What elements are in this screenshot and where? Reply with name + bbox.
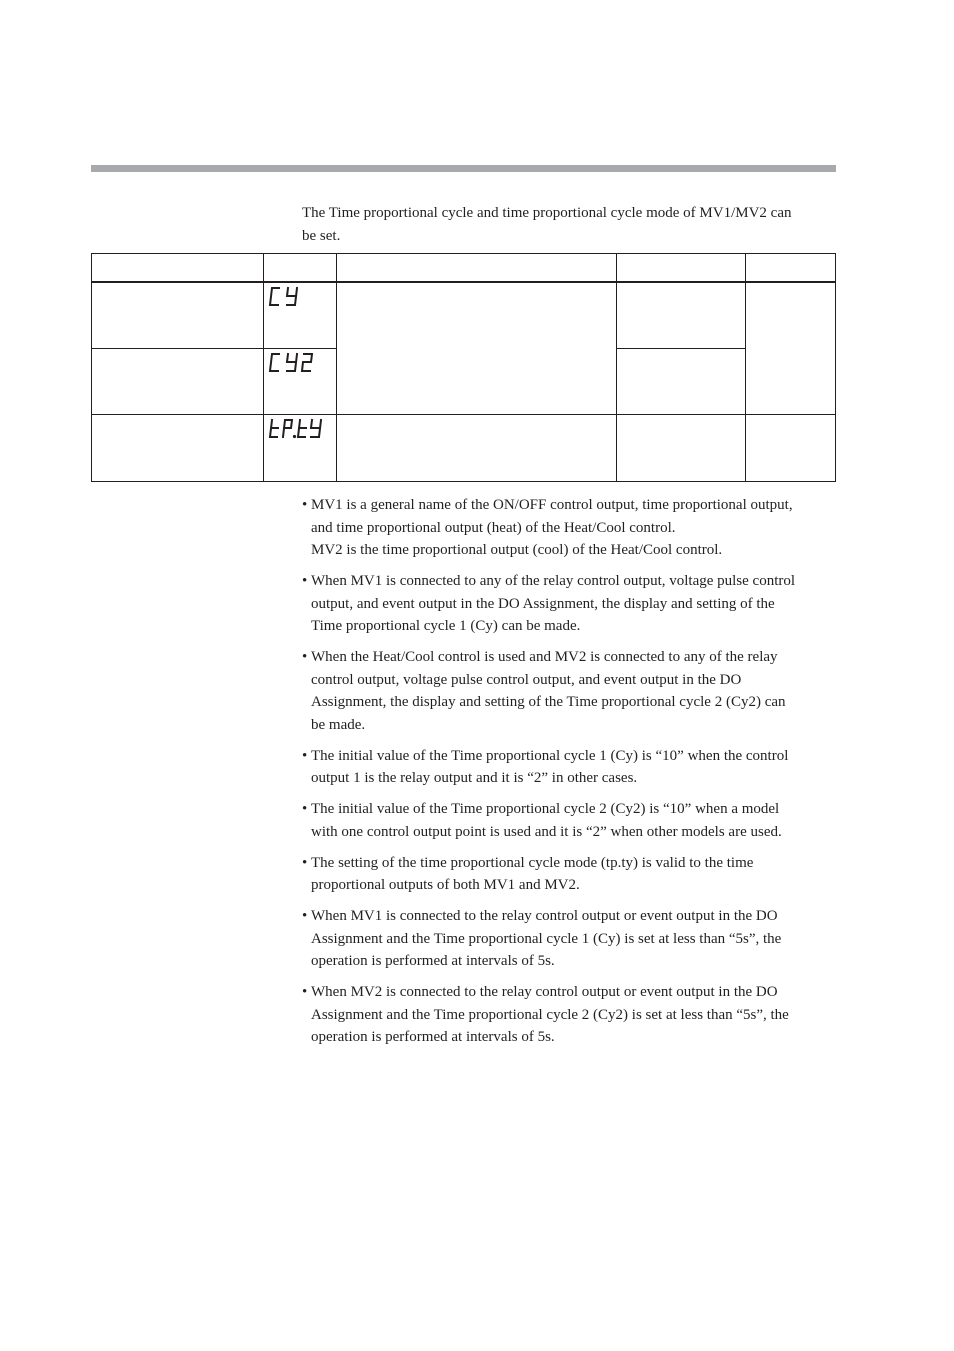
item-cell — [92, 349, 264, 415]
contents-cell-mode — [337, 415, 617, 482]
note-line: proportional outputs of both MV1 and MV2. — [311, 877, 580, 893]
note-line: control output, voltage pulse control output, and event output in the DO — [311, 671, 742, 688]
note-line: When the Heat/Cool control is used and MV2 is connected to any of the relay — [311, 649, 778, 665]
table-header-row — [92, 254, 836, 283]
item-cell — [92, 415, 264, 482]
note-line: The initial value of the Time proportional cycle 1 (Cy) is “10” when the control — [311, 747, 789, 764]
note-line: operation is performed at intervals of 5s. — [311, 953, 555, 969]
note-line: and time proportional output (heat) of the Heat/Cool control. — [311, 519, 676, 536]
note-line: Assignment, the display and setting of the Time proportional cycle 2 (Cy2) can — [311, 694, 786, 710]
note-line: with one control output point is used and it is “2” when other models are used. — [311, 823, 782, 840]
header-cell-user-level — [746, 254, 836, 283]
display-code-cy2 — [264, 349, 336, 377]
notes-list — [302, 494, 834, 1057]
note-line: output 1 is the relay output and it is “2” in other cases. — [311, 770, 638, 786]
list-item: • When MV1 is connected to the relay control output or event output in the DO Assignment and the Time proportional cycle 1 (Cy) is set at less than “5s”, the operation is performed at intervals of 5s. — [302, 905, 834, 973]
header-cell-initial-value — [617, 254, 746, 283]
item-cell — [92, 282, 264, 349]
list-item: • MV1 is a general name of the ON/OFF control output, time proportional output, and time proportional output (heat) of the Heat/Cool control. MV2 is the time proportional output (cool) of the Heat/Cool control. — [302, 494, 834, 562]
note-line: When MV1 is connected to any of the relay control output, voltage pulse control — [311, 573, 796, 589]
display-code-cell — [264, 415, 337, 482]
note-line: When MV1 is connected to the relay control output or event output in the DO — [311, 908, 778, 924]
initial-value-cell — [617, 349, 746, 415]
note-line: be made. — [311, 716, 366, 733]
list-item: • When MV2 is connected to the relay control output or event output in the DO Assignment and the Time proportional cycle 2 (Cy2) is set at less than “5s”, the operation is performed at intervals of 5s. — [302, 981, 834, 1049]
list-item: • When the Heat/Cool control is used and MV2 is connected to any of the relay control output, voltage pulse control output, and event output in the DO Assignment, the display and setting of the Time proportional cycle 2 (Cy2) can be made. — [302, 646, 834, 736]
note-line: Assignment and the Time proportional cycle 2 (Cy2) is set at less than “5s”, the — [311, 1006, 789, 1023]
note-line: The initial value of the Time proportional cycle 2 (Cy2) is “10” when a model — [311, 801, 780, 817]
section-header-bar — [91, 165, 836, 172]
contents-cell-cycle — [337, 282, 617, 415]
list-item: • The setting of the time proportional cycle mode (tp.ty) is valid to the time proportional outputs of both MV1 and MV2. — [302, 852, 834, 897]
intro-line-2: be set. — [302, 228, 341, 244]
note-line: output, and event output in the DO Assignment, the display and setting of the — [311, 595, 775, 612]
note-line: MV1 is a general name of the ON/OFF control output, time proportional output, — [311, 497, 793, 513]
header-cell-display — [264, 254, 337, 283]
header-cell-contents — [337, 254, 617, 283]
note-line: When MV2 is connected to the relay control output or event output in the DO — [311, 984, 778, 1000]
note-line: MV2 is the time proportional output (cool) of the Heat/Cool control. — [311, 542, 723, 558]
note-line: Assignment and the Time proportional cycle 1 (Cy) is set at less than “5s”, the — [311, 930, 782, 947]
parameter-table — [91, 253, 836, 482]
list-item: • The initial value of the Time proportional cycle 1 (Cy) is “10” when the control output 1 is the relay output and it is “2” in other cases. — [302, 745, 834, 790]
table-row — [92, 282, 836, 349]
display-code-tpty — [264, 415, 336, 443]
user-level-cell-cycle — [746, 282, 836, 415]
display-code-cell — [264, 349, 337, 415]
initial-value-cell — [617, 415, 746, 482]
note-line: The setting of the time proportional cycle mode (tp.ty) is valid to the time — [311, 854, 754, 871]
note-line: operation is performed at intervals of 5s. — [311, 1029, 555, 1045]
intro-line-1: The Time proportional cycle and time proportional cycle mode of MV1/MV2 can — [302, 205, 792, 221]
note-line: Time proportional cycle 1 (Cy) can be made. — [311, 618, 581, 634]
header-cell-item — [92, 254, 264, 283]
table-row — [92, 415, 836, 482]
display-code-cell — [264, 282, 337, 349]
list-item: • The initial value of the Time proportional cycle 2 (Cy2) is “10” when a model with one control output point is used and it is “2” when other models are used. — [302, 798, 834, 843]
display-code-cy — [264, 283, 336, 311]
intro-paragraph — [302, 202, 834, 248]
initial-value-cell — [617, 282, 746, 349]
list-item: • When MV1 is connected to any of the relay control output, voltage pulse control output, and event output in the DO Assignment, the display and setting of the Time proportional cycle 1 (Cy) can be made. — [302, 570, 834, 638]
user-level-cell-mode — [746, 415, 836, 482]
